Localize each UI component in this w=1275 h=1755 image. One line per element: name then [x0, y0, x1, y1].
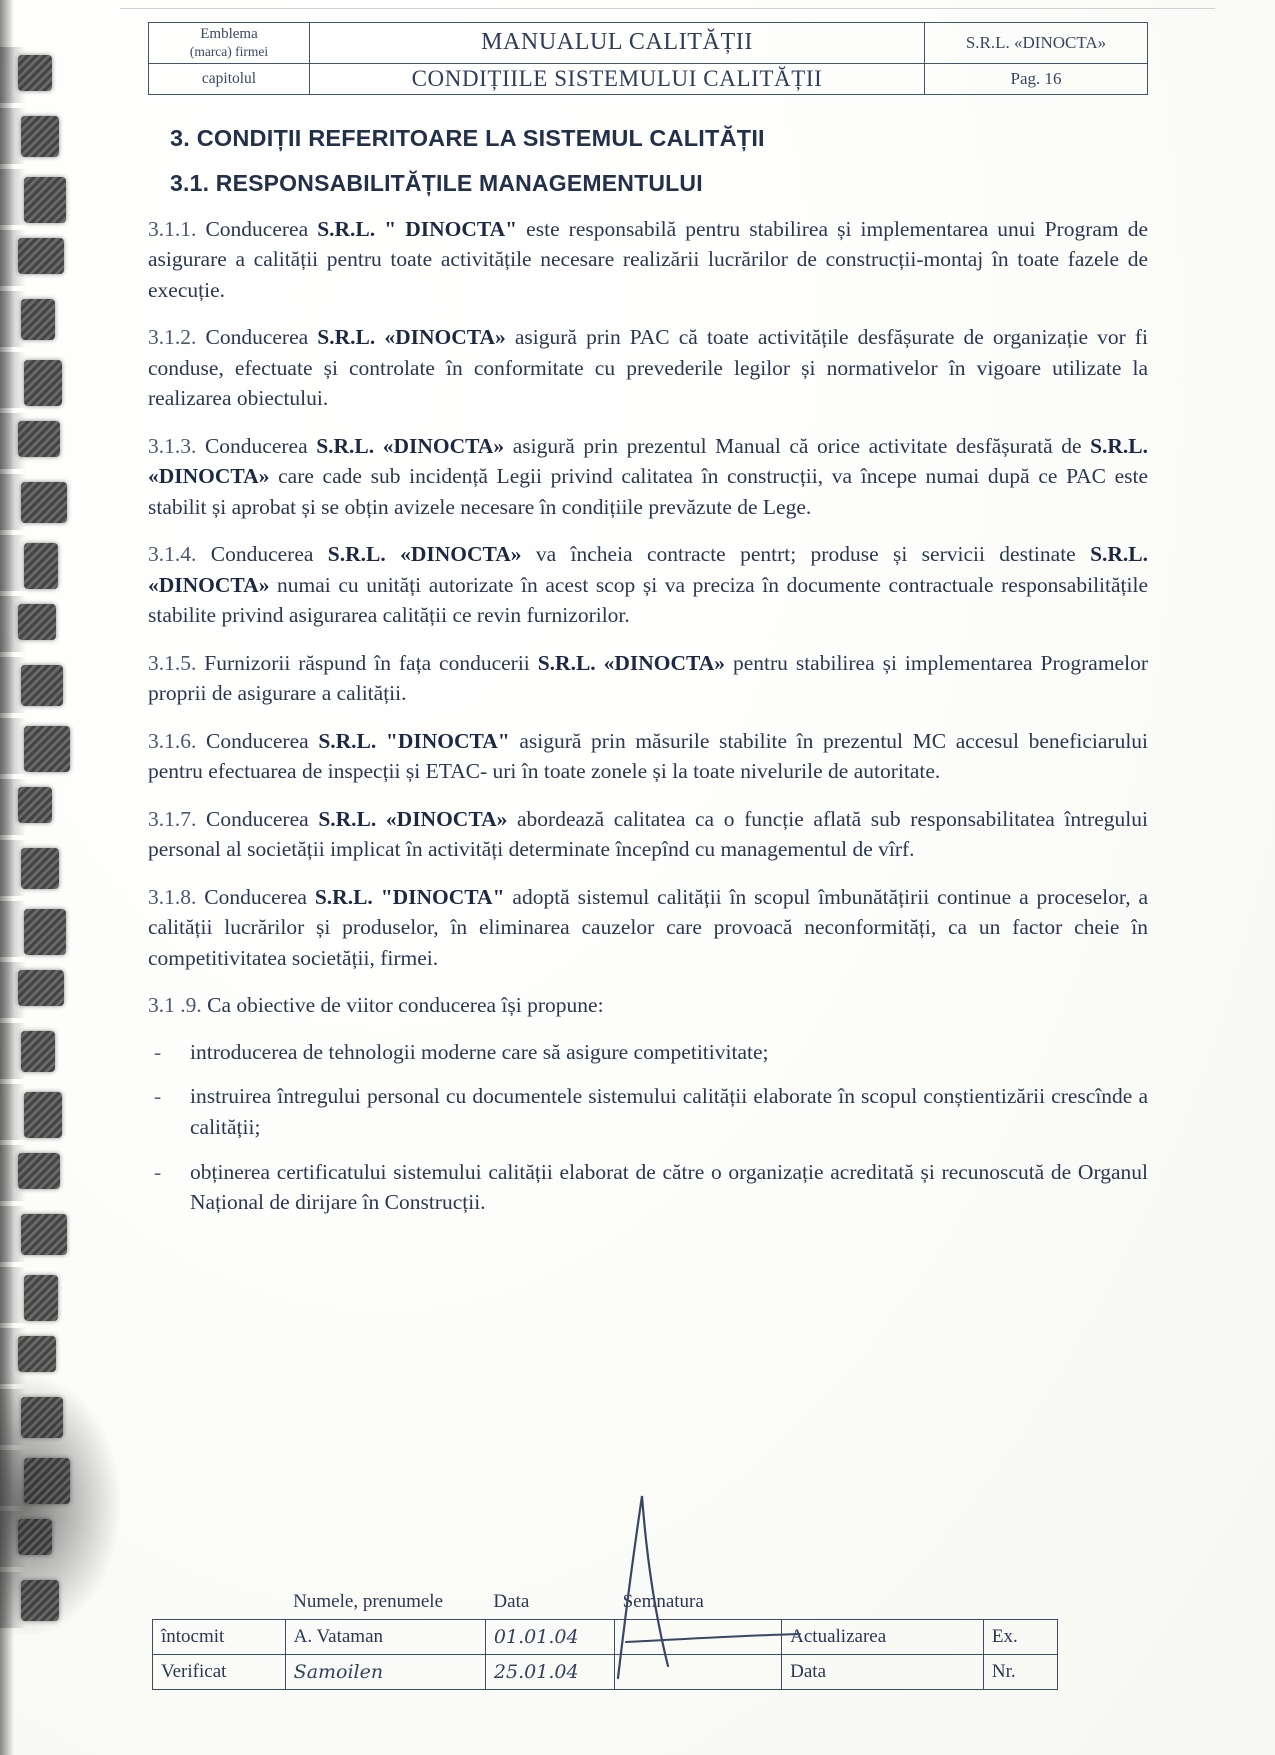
binding-hole — [24, 543, 58, 589]
signature-table — [152, 1585, 1058, 1690]
binding-hole — [21, 665, 63, 706]
objectives-list — [148, 1037, 1148, 1218]
signature-header-date: Data — [493, 1591, 530, 1612]
paragraph-3-1-3: 3.1.3. Conducerea S.R.L. «DINOCTA» asigură prin prezentul Manual că orice activitate desfășurată de S.R.L. «DINOCTA» care cade sub incidență Legii privind calitatea în construcții, va începe numai după ce PAC este stabilit și aprobat și se obțin avizele necesare în condițiile prevăzute de Lege. — [148, 433, 1149, 519]
binding-smudge — [0, 596, 26, 652]
row-nr-label: Nr. — [983, 1655, 1057, 1690]
binding-smudge — [0, 1206, 26, 1262]
header-capitolul: capitolul — [149, 63, 310, 94]
binding-smudge — [0, 1328, 26, 1384]
row-signature-verificat — [615, 1655, 782, 1690]
paragraph-3-1-1: 3.1.1. Conducerea S.R.L. " DINOCTA" este responsabilă pentru stabilirea și implementarea unui Program de asigurare a calității pentru toate activitățile necesare realizării lucrărilor de construcții-montaj în toate fazele de execuție. — [148, 216, 1149, 302]
list-item-label: obținerea certificatului sistemului calității elaborat de către o organizație acreditată și recunoscută de Organul Național de dirijare în Construcții. — [190, 1159, 1148, 1215]
row-name-verificat: Samoilen — [285, 1655, 485, 1690]
signature-header-row — [153, 1585, 1058, 1620]
binding-smudge — [0, 1511, 26, 1567]
binding-hole — [24, 909, 66, 955]
binding-smudge — [0, 657, 26, 713]
list-item-label: introducerea de tehnologii moderne care să asigure competitivitate; — [190, 1039, 769, 1064]
row-label-intocmit: întocmit — [153, 1620, 286, 1655]
binding-hole — [21, 299, 55, 340]
paragraph-3-1-2: 3.1.2. Conducerea S.R.L. «DINOCTA» asigură prin PAC că toate activitățile desfășurate de organizație vor fi conduse, efectuate și controlate în conformitate cu prevederile legilor și normativelor în vigoare utilizate la realizarea obiectului. — [148, 325, 1148, 411]
binding-hole — [21, 1580, 59, 1621]
binding-hole — [24, 726, 70, 772]
binding-hole — [24, 1275, 58, 1321]
row-label-verificat: Verificat — [153, 1655, 286, 1690]
binding-smudge — [0, 413, 26, 469]
page-top-rule — [120, 8, 1215, 9]
binding-smudge — [0, 1389, 26, 1445]
paragraph-3-1-5: 3.1.5. Furnizorii răspund în fața conducerii S.R.L. «DINOCTA» pentru stabilirea și implementarea Programelor proprii de asigurare a calității. — [148, 650, 1148, 706]
binding-smudge — [0, 535, 26, 591]
paragraph-3-1-7: 3.1.7. Conducerea S.R.L. «DINOCTA» abordează calitatea ca o funcție aflată sub responsabilitatea întregului personal al societății implicat în activități determinate începînd cu managementul de vîrf. — [148, 806, 1149, 862]
binding-hole — [21, 116, 59, 157]
table-row — [153, 1620, 1058, 1655]
binding-hole — [21, 1397, 63, 1438]
signature-header-blank-3 — [983, 1585, 1057, 1620]
binding-smudge — [0, 1267, 26, 1323]
binding-smudge — [0, 1572, 26, 1628]
binding-smudge — [0, 1023, 26, 1079]
row-signature-intocmit — [615, 1620, 782, 1655]
header-title-sub: CONDIȚIILE SISTEMULUI CALITĂȚII — [310, 63, 925, 94]
signature-header-blank — [153, 1585, 286, 1620]
header-emblem-line2: (marca) firmei — [189, 43, 269, 59]
binding-smudge — [0, 962, 26, 1018]
binding-smudge — [0, 1450, 26, 1506]
row-ex-label: Ex. — [983, 1620, 1057, 1655]
binding-smudge — [0, 718, 26, 774]
binding-smudge — [0, 474, 26, 530]
binding-hole — [24, 177, 66, 223]
header-emblem-line1: Emblema — [200, 26, 258, 42]
document-content — [148, 22, 1148, 1218]
header-emblem-cell — [149, 23, 310, 64]
list-item — [148, 1081, 1148, 1142]
binding-hole — [21, 1031, 55, 1072]
binding-smudge — [0, 230, 26, 286]
signature-header-names: Numele, prenumele — [293, 1591, 444, 1612]
binding-hole — [21, 1214, 67, 1255]
binding-smudge — [0, 840, 26, 896]
dash-bullet-icon: - — [154, 1084, 162, 1109]
table-row — [153, 1655, 1058, 1690]
binding-smudge — [0, 352, 26, 408]
header-title-main: MANUALUL CALITĂȚII — [310, 23, 925, 64]
row-data-label: Data — [782, 1655, 984, 1690]
spiral-binding — [0, 0, 120, 1755]
list-item — [148, 1037, 1148, 1068]
dash-bullet-icon: - — [154, 1039, 162, 1064]
header-company: S.R.L. «DINOCTA» — [925, 23, 1148, 64]
binding-hole — [21, 482, 67, 523]
binding-hole — [24, 1458, 70, 1504]
header-page-number: Pag. 16 — [925, 63, 1148, 94]
binding-smudge — [0, 169, 26, 225]
binding-hole — [24, 360, 62, 406]
row-date-intocmit: 01.01.04 — [485, 1620, 614, 1655]
section-title: 3. CONDIȚII REFERITOARE LA SISTEMUL CALITĂȚII — [170, 124, 765, 151]
paragraph-3-1-4: 3.1.4. Conducerea S.R.L. «DINOCTA» va încheia contracte pentrt; produse și servicii destinate S.R.L. «DINOCTA» numai cu unități autorizate în acest scop și va preciza în documente contractuale responsabilitățile stabilite privind asigurarea calității ce revin furnizorilor. — [148, 542, 1149, 628]
header-row-1 — [149, 23, 1148, 64]
signature-header-blank-2 — [782, 1585, 984, 1620]
binding-smudge — [0, 291, 26, 347]
row-name-intocmit: A. Vataman — [285, 1620, 485, 1655]
header-row-2 — [149, 63, 1148, 94]
row-actualizarea-label: Actualizarea — [782, 1620, 984, 1655]
paragraph-3-1-6: 3.1.6. Conducerea S.R.L. "DINOCTA" asigură prin măsurile stabilite în prezentul MC accesul beneficiarului pentru efectuarea de inspecții și ETAC- uri în toate zonele și la toate nivelurile de autoritate. — [148, 728, 1149, 784]
dash-bullet-icon: - — [154, 1159, 162, 1184]
list-item — [148, 1157, 1148, 1218]
list-item-label: instruirea întregului personal cu documentele sistemului calității elaborate în scopul conștientizării crescînde a calității; — [190, 1084, 1148, 1139]
subsection-title: 3.1. RESPONSABILITĂȚILE MANAGEMENTULUI — [170, 169, 703, 196]
row-date-verificat: 25.01.04 — [485, 1655, 614, 1690]
binding-smudge — [0, 1084, 26, 1140]
binding-smudge — [0, 901, 26, 957]
document-header-table — [148, 22, 1148, 95]
binding-smudge — [0, 779, 26, 835]
binding-hole — [21, 848, 59, 889]
signature-block — [152, 1585, 1058, 1690]
signature-header-signature: Semnatura — [622, 1591, 704, 1612]
binding-smudge — [0, 47, 26, 103]
binding-hole — [24, 1092, 62, 1138]
paragraph-3-1-9: 3.1 .9. Ca obiective de viitor conducerea își propune: — [148, 993, 604, 1018]
binding-smudge — [0, 1145, 26, 1201]
paragraph-3-1-8: 3.1.8. Conducerea S.R.L. "DINOCTA" adoptă sistemul calității în scopul îmbunătățirii continue a proceselor, a calității lucrărilor și produselor, în eliminarea cauzelor care provoacă neconformități, ca un factor cheie în competitivitatea societății, firmei. — [148, 884, 1149, 970]
binding-smudge — [0, 108, 26, 164]
